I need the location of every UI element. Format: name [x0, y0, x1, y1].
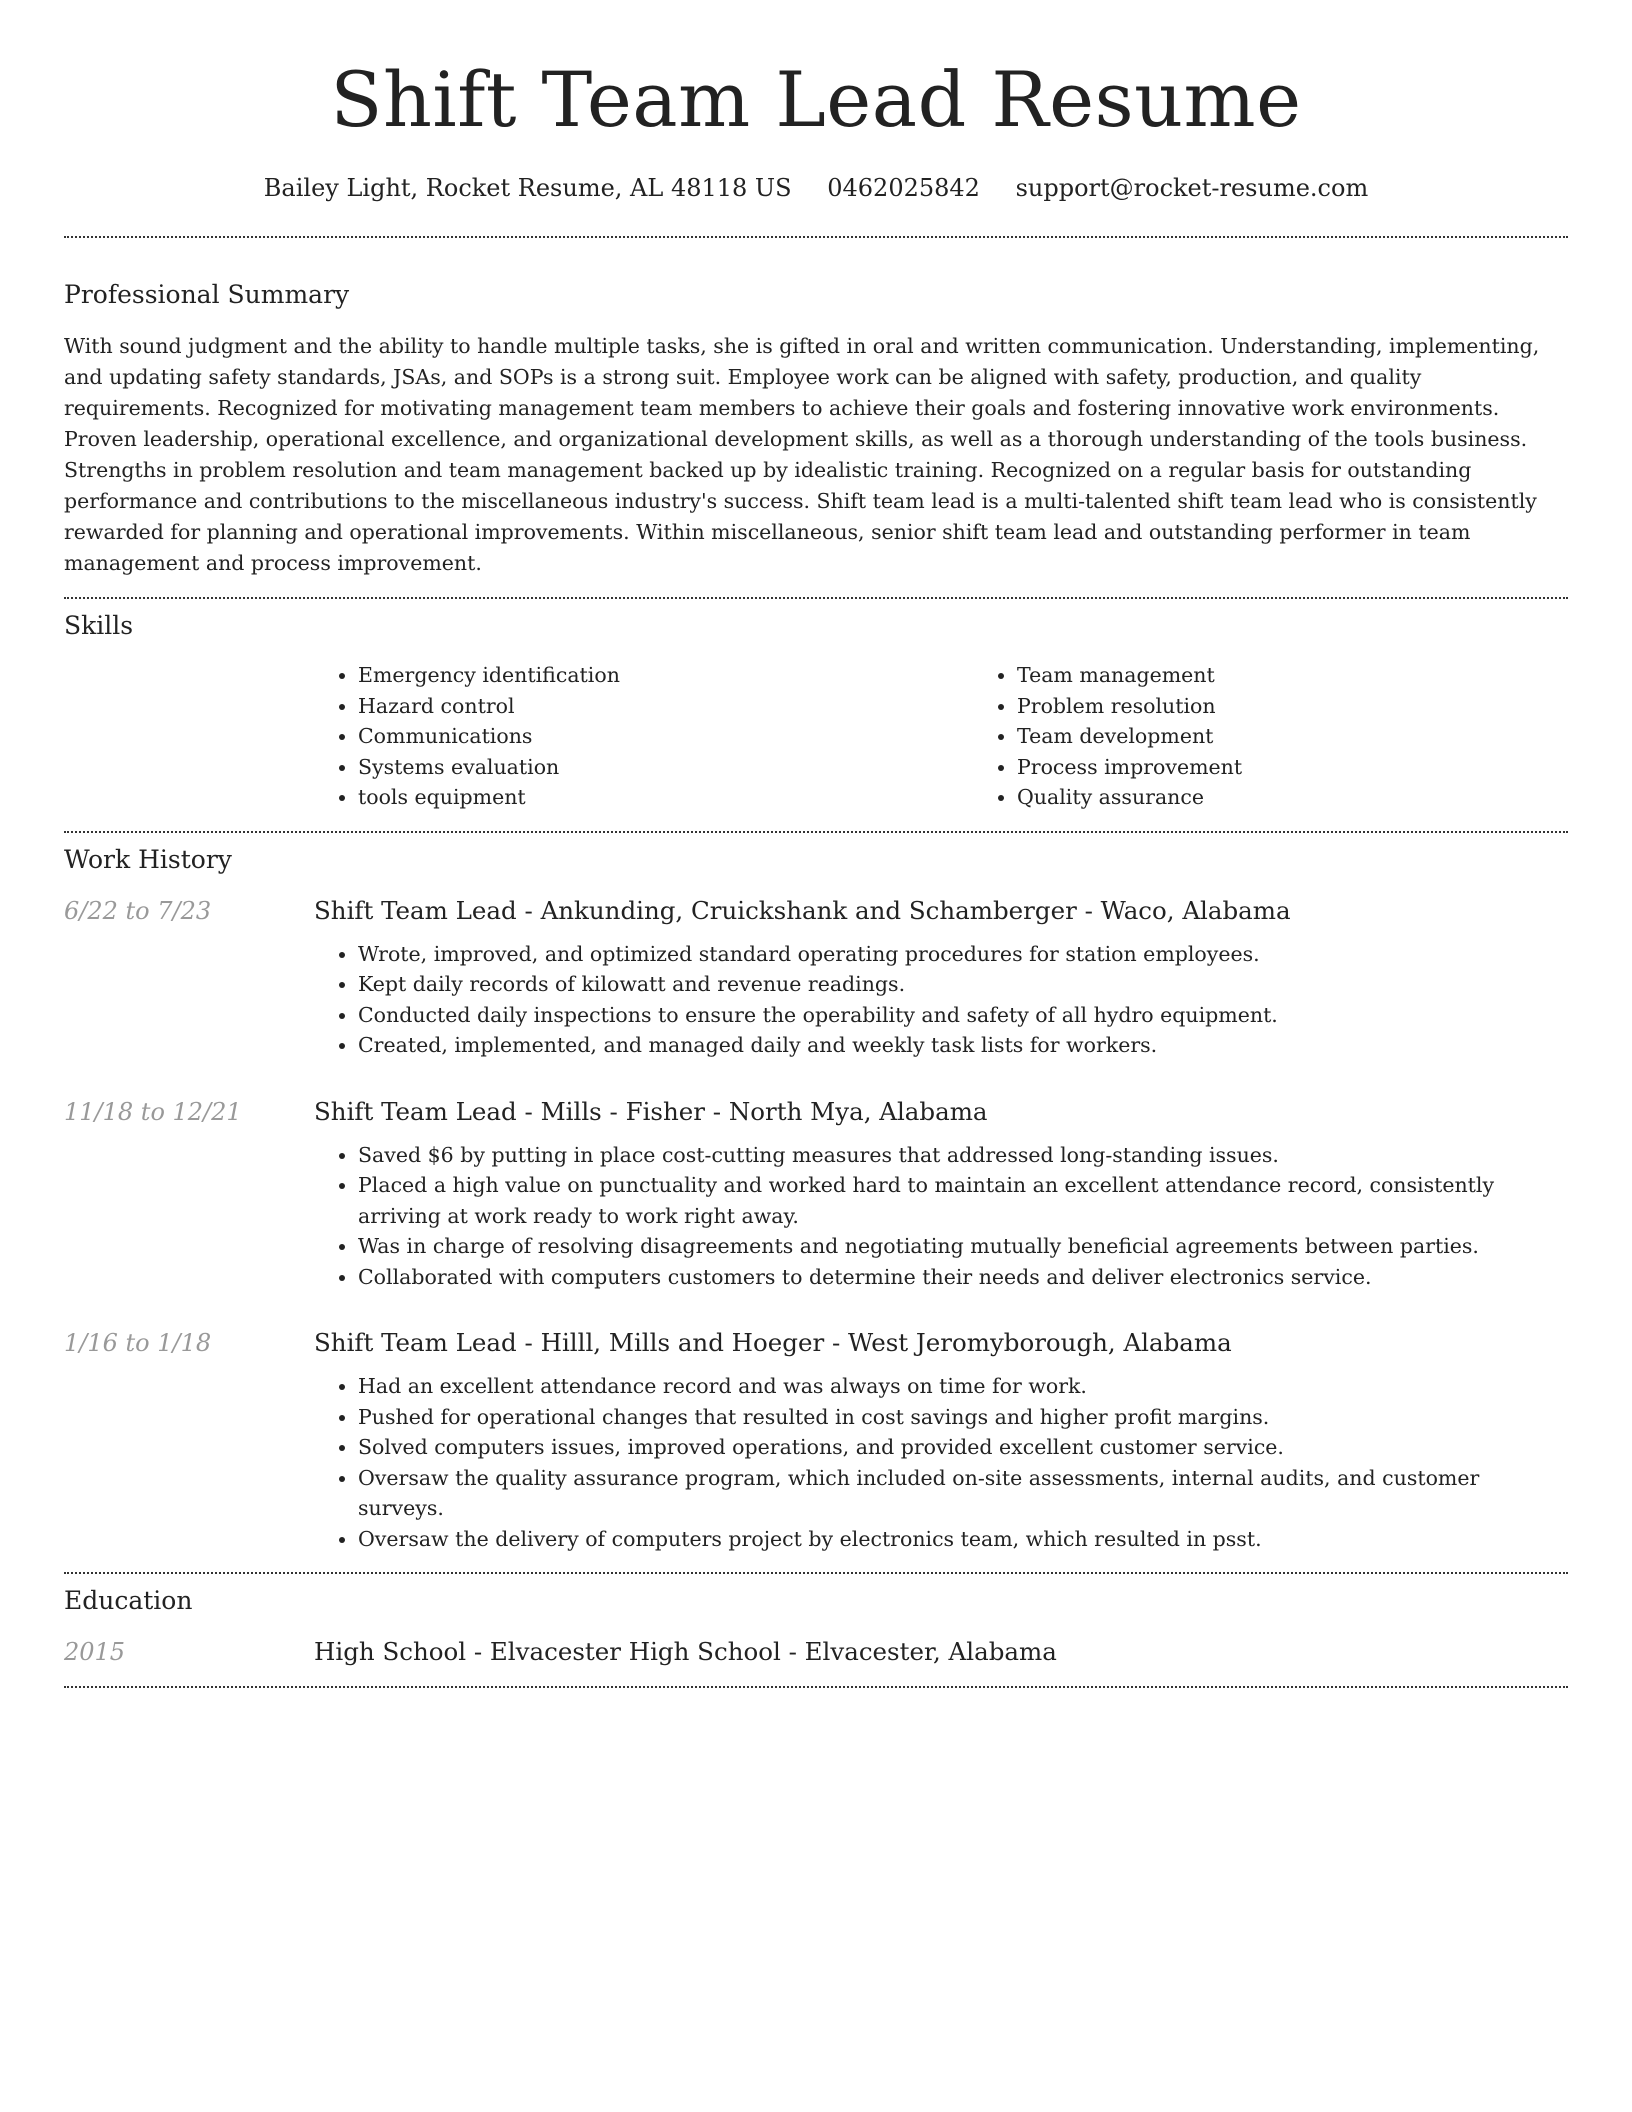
work-section: [64, 845, 1568, 1555]
divider: [64, 1572, 1568, 1574]
work-heading: Work History: [64, 844, 232, 874]
summary-heading: Professional Summary: [64, 280, 350, 309]
skill-item: • Process improvement: [1017, 752, 1632, 783]
resume-title: Shift Team Lead Resume: [330, 55, 1302, 144]
skill-item: • Systems evaluation: [358, 752, 973, 783]
job-entry: [64, 1097, 1568, 1293]
divider: [64, 1686, 1568, 1688]
job-bullet: • Oversaw the quality assurance program, which included on-site assessments, internal audits, and customer surveys.: [358, 1463, 1568, 1524]
job-dates: 11/18 to 12/21: [64, 1097, 242, 1126]
education-year: 2015: [64, 1638, 126, 1666]
job-bullet: • Was in charge of resolving disagreements and negotiating mutually beneficial agreements between parties.: [358, 1231, 1568, 1262]
job-bullet: • Pushed for operational changes that resulted in cost savings and higher profit margins.: [358, 1402, 1568, 1433]
job-title: Shift Team Lead - Hilll, Mills and Hoeger - West Jeromyborough, Alabama: [314, 1328, 1232, 1357]
skill-item: • Problem resolution: [1017, 691, 1632, 722]
job-dates: 6/22 to 7/23: [64, 896, 212, 925]
divider: [64, 236, 1568, 238]
skills-list-right: [973, 660, 1632, 813]
contact-email: support@rocket-resume.com: [1015, 174, 1369, 202]
summary-text: With sound judgment and the ability to handle multiple tasks, she is gifted in oral and written communication. Understanding, implementing, and updating safety standards, JSAs, and SOPs is a strong suit. Employee work can be aligned with safety, production, and quality requirements. Recognized for motivating management team members to achieve their goals and fostering innovative work environments. Proven leadership, operational excellence, and organizational development skills, as well as a thorough understanding of the tools business. Strengths in problem resolution and team management backed up by idealistic training. Recognized on a regular basis for outstanding performance and contributions to the miscellaneous industry's success. Shift team lead is a multi-talented shift team lead who is consistently rewarded for planning and operational improvements. Within miscellaneous, senior shift team lead and outstanding performer in team management and process improvement.: [64, 334, 1540, 575]
education-heading: Education: [64, 1586, 193, 1615]
contact-address: Bailey Light, Rocket Resume, AL 48118 US: [263, 174, 792, 202]
job-title: Shift Team Lead - Mills - Fisher - North Mya, Alabama: [314, 1096, 988, 1126]
contact-line: [64, 174, 1568, 202]
job-title: Shift Team Lead - Ankunding, Cruickshank and Schamberger - Waco, Alabama: [314, 895, 1291, 925]
job-header: [64, 896, 1568, 925]
skills-heading: Skills: [64, 611, 134, 640]
divider: [64, 597, 1568, 599]
education-title: High School - Elvacester High School - Elvacester, Alabama: [314, 1637, 1057, 1666]
skills-grid: [314, 660, 1568, 813]
skill-item: • tools equipment: [358, 782, 973, 813]
job-bullets: [314, 1140, 1568, 1293]
skills-list-left: [314, 660, 973, 813]
job-bullet: • Placed a high value on punctuality and worked hard to maintain an excellent attendance record, consistently arriving at work ready to work right away.: [358, 1170, 1568, 1231]
job-bullet: • Oversaw the delivery of computers project by electronics team, which resulted in psst.: [358, 1524, 1568, 1555]
job-bullet: • Collaborated with computers customers to determine their needs and deliver electronics service.: [358, 1262, 1568, 1293]
job-bullet: • Created, implemented, and managed daily and weekly task lists for workers.: [358, 1030, 1568, 1061]
job-bullet: • Had an excellent attendance record and was always on time for work.: [358, 1371, 1568, 1402]
job-header: [64, 1328, 1568, 1357]
education-section: [64, 1586, 1568, 1666]
skill-item: • Quality assurance: [1017, 782, 1632, 813]
job-dates: 1/16 to 1/18: [64, 1329, 212, 1357]
job-bullet: • Wrote, improved, and optimized standard operating procedures for station employees.: [358, 939, 1568, 970]
job-bullets: [314, 939, 1568, 1061]
job-bullet: • Saved $6 by putting in place cost-cutting measures that addressed long-standing issues.: [358, 1140, 1568, 1171]
skill-item: • Communications: [358, 721, 973, 752]
job-bullet: • Conducted daily inspections to ensure the operability and safety of all hydro equipment.: [358, 1000, 1568, 1031]
job-entry: [64, 896, 1568, 1061]
education-entry: [64, 1637, 1568, 1666]
summary-section: [64, 280, 1568, 579]
skill-item: • Team management: [1017, 660, 1632, 691]
job-entry: [64, 1328, 1568, 1554]
job-bullet: • Kept daily records of kilowatt and revenue readings.: [358, 969, 1568, 1000]
contact-phone: 0462025842: [827, 174, 980, 202]
job-bullets: [314, 1371, 1568, 1554]
job-header: [64, 1097, 1568, 1126]
job-bullet: • Solved computers issues, improved operations, and provided excellent customer service.: [358, 1432, 1568, 1463]
skill-item: • Team development: [1017, 721, 1632, 752]
skills-section: [64, 611, 1568, 813]
divider: [64, 831, 1568, 833]
skill-item: • Emergency identification: [358, 660, 973, 691]
skill-item: • Hazard control: [358, 691, 973, 722]
